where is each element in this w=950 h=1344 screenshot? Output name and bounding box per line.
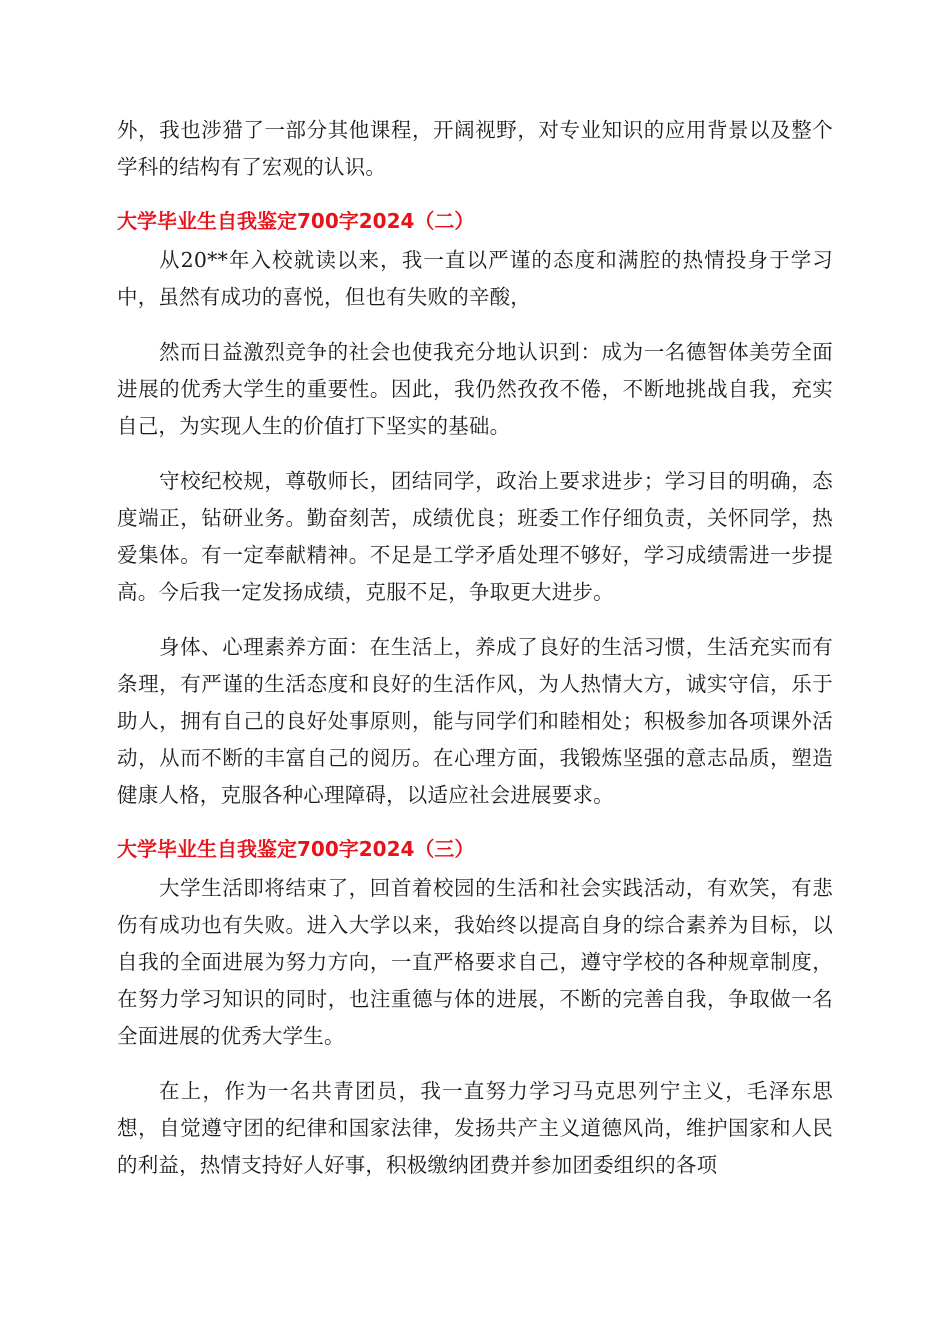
section-3-heading: 大学毕业生自我鉴定700字2024（三） bbox=[117, 837, 475, 861]
section-3-paragraph-2: 在上，作为一名共青团员，我一直努力学习马克思列宁主义，毛泽东思想，自觉遵守团的纪律和国家法律，发扬共产主义道德风尚，维护国家和人民的利益，热情支持好人好事，积极缴纳团费并参加团委组织的各项 bbox=[117, 1079, 833, 1177]
document-body bbox=[117, 112, 833, 1202]
intro-paragraph: 外，我也涉猎了一部分其他课程，开阔视野，对专业知识的应用背景以及整个学科的结构有了宏观的认识。 bbox=[117, 118, 833, 179]
section-2-paragraph-4: 身体、心理素养方面：在生活上，养成了良好的生活习惯，生活充实而有条理，有严谨的生活态度和良好的生活作风，为人热情大方，诚实守信，乐于助人，拥有自己的良好处事原则，能与同学们和睦相处；积极参加各项课外活动，从而不断的丰富自己的阅历。在心理方面，我锻炼坚强的意志品质，塑造健康人格，克服各种心理障碍，以适应社会进展要求。 bbox=[117, 635, 833, 807]
section-2-heading: 大学毕业生自我鉴定700字2024（二） bbox=[117, 209, 475, 233]
section-2-paragraph-1: 从20**年入校就读以来，我一直以严谨的态度和满腔的热情投身于学习中，虽然有成功的喜悦，但也有失败的辛酸， bbox=[117, 248, 833, 309]
section-2-paragraph-3: 守校纪校规，尊敬师长，团结同学，政治上要求进步；学习目的明确，态度端正，钻研业务。勤奋刻苦，成绩优良；班委工作仔细负责，关怀同学，热爱集体。有一定奉献精神。不足是工学矛盾处理不够好，学习成绩需进一步提高。今后我一定发扬成绩，克服不足，争取更大进步。 bbox=[117, 469, 833, 604]
section-2-paragraph-2: 然而日益激烈竞争的社会也使我充分地认识到：成为一名德智体美劳全面进展的优秀大学生的重要性。因此，我仍然孜孜不倦，不断地挑战自我，充实自己，为实现人生的价值打下坚实的基础。 bbox=[117, 340, 833, 438]
section-3-paragraph-1: 大学生活即将结束了，回首着校园的生活和社会实践活动，有欢笑，有悲伤有成功也有失败。进入大学以来，我始终以提高自身的综合素养为目标，以自我的全面进展为努力方向，一直严格要求自己，遵守学校的各种规章制度，在努力学习知识的同时，也注重德与体的进展，不断的完善自我，争取做一名全面进展的优秀大学生。 bbox=[117, 876, 833, 1048]
